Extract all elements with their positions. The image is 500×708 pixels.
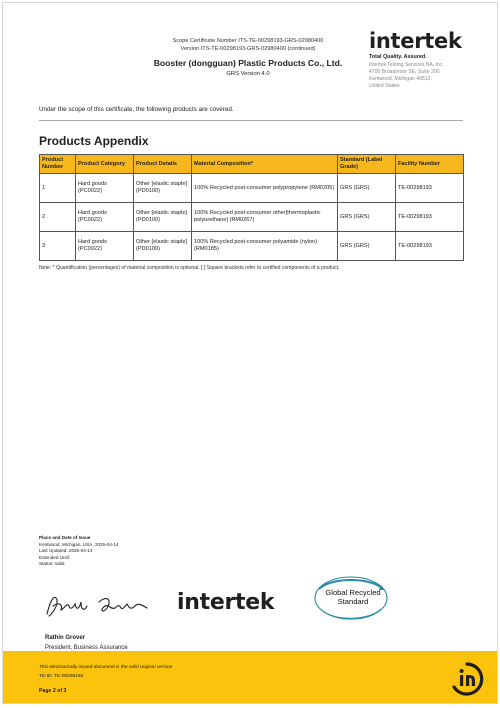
cell-product-number: 3	[40, 232, 76, 261]
grs-logo-line: Standard	[337, 596, 369, 606]
cell-product-category: Hard goods (PC0022)	[76, 203, 134, 232]
address-line: 4700 Broadmoor SE, Suite 200	[369, 69, 440, 75]
table-row	[40, 174, 464, 203]
cell-product-category: Hard goods (PC0022)	[76, 174, 134, 203]
footer-band	[3, 651, 498, 704]
brand-tagline: Total Quality. Assured.	[369, 54, 427, 60]
place-date-value: Kentwood, Michigan, USA, 2025-04-14	[39, 541, 119, 547]
cell-standard: GRS (GRS)	[338, 203, 396, 232]
col-header-facility-number: Facility Number	[396, 155, 464, 174]
signature-icon	[43, 588, 153, 624]
signature-image	[43, 588, 153, 629]
certificate-version: Version ITS-TE-00298193-GRS-02980400 (continued)	[180, 46, 316, 52]
cell-facility-number: TE-00298193	[396, 174, 464, 203]
table-note: Note: * Quantification (percentages) of material composition is optional. [ ] Square brackets refer to certified components of a product.	[39, 265, 340, 271]
last-updated-label: Last Updated:	[39, 548, 68, 554]
status-value: Valid	[54, 561, 65, 567]
appendix-title: Products Appendix	[39, 134, 149, 148]
footer-reference: TE-ID: TE-00298193	[39, 674, 84, 679]
intertek-monogram-icon	[449, 661, 485, 702]
table-row	[40, 232, 464, 261]
intertek-logo-text: intertek	[177, 590, 275, 615]
brand-address	[369, 62, 462, 90]
cell-facility-number: TE-00298193	[396, 203, 464, 232]
col-header-standard: Standard (Label Grade)	[338, 155, 396, 174]
place-date-label: Place and Date of Issue	[39, 535, 91, 540]
cell-product-details: Other [elastic staple] (PD0100)	[134, 174, 192, 203]
cell-standard: GRS (GRS)	[338, 232, 396, 261]
grs-logo-text	[321, 589, 385, 606]
cell-product-details: Other [elastic staple] (PD0100)	[134, 203, 192, 232]
cell-standard: GRS (GRS)	[338, 174, 396, 203]
certificate-page	[2, 2, 498, 704]
col-header-material-composition: Material Composition*	[192, 155, 338, 174]
status-label: Status:	[39, 561, 54, 567]
address-line: United States	[369, 83, 400, 89]
footer-validity-note: This electronically issued document is the valid original version	[39, 665, 173, 670]
cell-product-details: Other [elastic staple] (PD0100)	[134, 232, 192, 261]
status-line	[39, 561, 118, 568]
scope-note: Under the scope of this certificate, the following products are covered.	[39, 106, 234, 113]
extended-label: Extended Until:	[39, 554, 71, 560]
col-header-product-details: Product Details	[134, 155, 192, 174]
page-number: Page 2 of 3	[39, 688, 67, 694]
intertek-logo-header	[369, 29, 462, 90]
cell-product-number: 2	[40, 203, 76, 232]
address-line: Intertek Testing Services NA, Inc.	[369, 62, 444, 68]
signer-name: Rathin Grover	[45, 635, 86, 641]
global-recycled-standard-logo	[311, 575, 397, 626]
company-name: Booster (dongguan) Plastic Products Co., Ltd.	[153, 58, 343, 68]
extended-line	[39, 555, 118, 562]
cell-product-category: Hard goods (PC0022)	[76, 232, 134, 261]
grs-logo-line: Global Recycled	[325, 588, 381, 597]
last-updated-value: 2025-04-14	[68, 548, 93, 554]
signer-title: President, Business Assurance	[45, 645, 128, 651]
cell-material-composition: 100% Recycled post-consumer polypropylene (RM0205)	[192, 174, 338, 203]
table-row	[40, 203, 464, 232]
products-table	[39, 154, 464, 261]
standard-version: GRS Version 4.0	[226, 71, 270, 77]
last-updated-line	[39, 548, 118, 555]
col-header-product-number: Product Number	[40, 155, 76, 174]
intertek-logo-text: intertek	[369, 29, 462, 53]
divider	[39, 120, 463, 121]
cell-product-number: 1	[40, 174, 76, 203]
issue-details	[39, 535, 118, 568]
address-line: Kentwood, Michigan 49512,	[369, 76, 432, 82]
table-header-row	[40, 155, 464, 174]
col-header-product-category: Product Category	[76, 155, 134, 174]
cell-material-composition: 100% Recycled post-consumer polyamide (nylon) (RM0185)	[192, 232, 338, 261]
cell-facility-number: TE-00298193	[396, 232, 464, 261]
certificate-header	[123, 37, 373, 79]
intertek-logo-signature	[177, 591, 274, 615]
scope-certificate-number: Scope Certificate Number ITS-TE-00298193-GRS-02980400	[172, 38, 324, 44]
signer-block	[45, 633, 128, 653]
cell-material-composition: 100% Recycled post-consumer other[thermoplastic polyurethane] (RM0267)	[192, 203, 338, 232]
